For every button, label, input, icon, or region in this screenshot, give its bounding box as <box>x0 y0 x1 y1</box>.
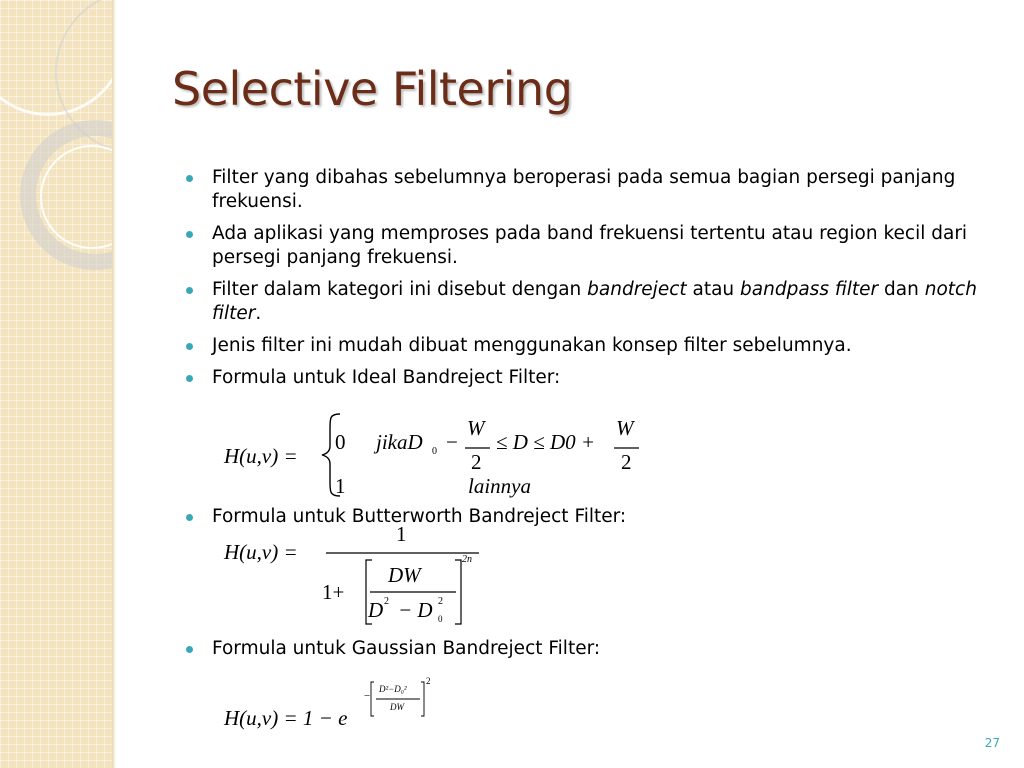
fraction-numerator: W <box>467 416 485 440</box>
slide-number: 27 <box>984 736 1000 750</box>
exponent-square: 2 <box>426 676 431 686</box>
gaussian-bandreject-formula <box>224 676 444 736</box>
bullet-text: Filter dalam kategori ini disebut dengan <box>212 279 588 300</box>
minus-sign: − <box>446 430 458 454</box>
term-bandreject: bandreject <box>587 279 687 300</box>
bullet-list <box>186 166 986 398</box>
exponent-denominator: DW <box>390 702 404 712</box>
fraction-denominator: 2 <box>621 450 632 474</box>
bullet-text: dan <box>878 279 925 300</box>
strip-edge <box>112 0 116 768</box>
formula-lhs: H(u,v) = <box>224 540 298 564</box>
exponent-numerator: D²−D₀² <box>379 684 407 694</box>
dw-term: DW <box>388 563 421 587</box>
bullet-item: Formula untuk Butterworth Bandreject Filter: <box>186 505 986 529</box>
bullet-item: Formula untuk Gaussian Bandreject Filter: <box>186 637 986 661</box>
bullet-text: . <box>255 303 262 324</box>
butterworth-bandreject-formula <box>224 522 494 630</box>
bullet-item: Formula untuk Ideal Bandreject Filter: <box>186 366 986 390</box>
bullet-text: atau <box>686 279 741 300</box>
bullet-item: Filter yang dibahas sebelumnya beroperasi pada semua bagian persegi panjang frekuensi. <box>186 166 986 214</box>
case2-value: 1 <box>335 474 346 498</box>
formula-lhs: H(u,v) = 1 − e <box>224 706 348 730</box>
term-notch: notch filter <box>212 279 977 324</box>
ideal-bandreject-formula <box>224 408 664 503</box>
numerator-one: 1 <box>396 522 407 546</box>
subscript-zero: 0 <box>432 446 437 457</box>
case1-value: 0 <box>335 430 346 454</box>
fraction-denominator: 2 <box>471 450 482 474</box>
term-bandpass: bandpass filter <box>740 279 879 300</box>
exponent-2n: 2n <box>462 554 472 565</box>
bullet-list <box>186 637 986 669</box>
fraction-numerator: W <box>616 416 634 440</box>
bullet-item: Jenis filter ini mudah dibuat menggunakan konsep filter sebelumnya. <box>186 334 986 358</box>
decorative-side-strip <box>0 0 112 768</box>
d-term: D <box>368 598 384 622</box>
formula-lhs: H(u,v) = <box>224 444 298 468</box>
case1-condition: jikaD <box>376 430 423 454</box>
subscript-zero: 0 <box>438 614 443 624</box>
exponent-minus: − <box>364 690 371 702</box>
bullet-item: Ada aplikasi yang memproses pada band frekuensi tertentu atau region kecil dari persegi panjang frekuensi. <box>186 222 986 270</box>
minus-d0-term: − D <box>398 598 433 622</box>
superscript-two: 2 <box>384 596 389 607</box>
bullet-item <box>186 278 986 326</box>
case2-condition: lainnya <box>468 474 531 498</box>
slide-title: Selective Filtering <box>172 62 573 116</box>
superscript-two: 2 <box>438 596 443 607</box>
condition-middle: ≤ D ≤ D0 + <box>496 430 596 454</box>
one-plus: 1+ <box>322 580 345 604</box>
